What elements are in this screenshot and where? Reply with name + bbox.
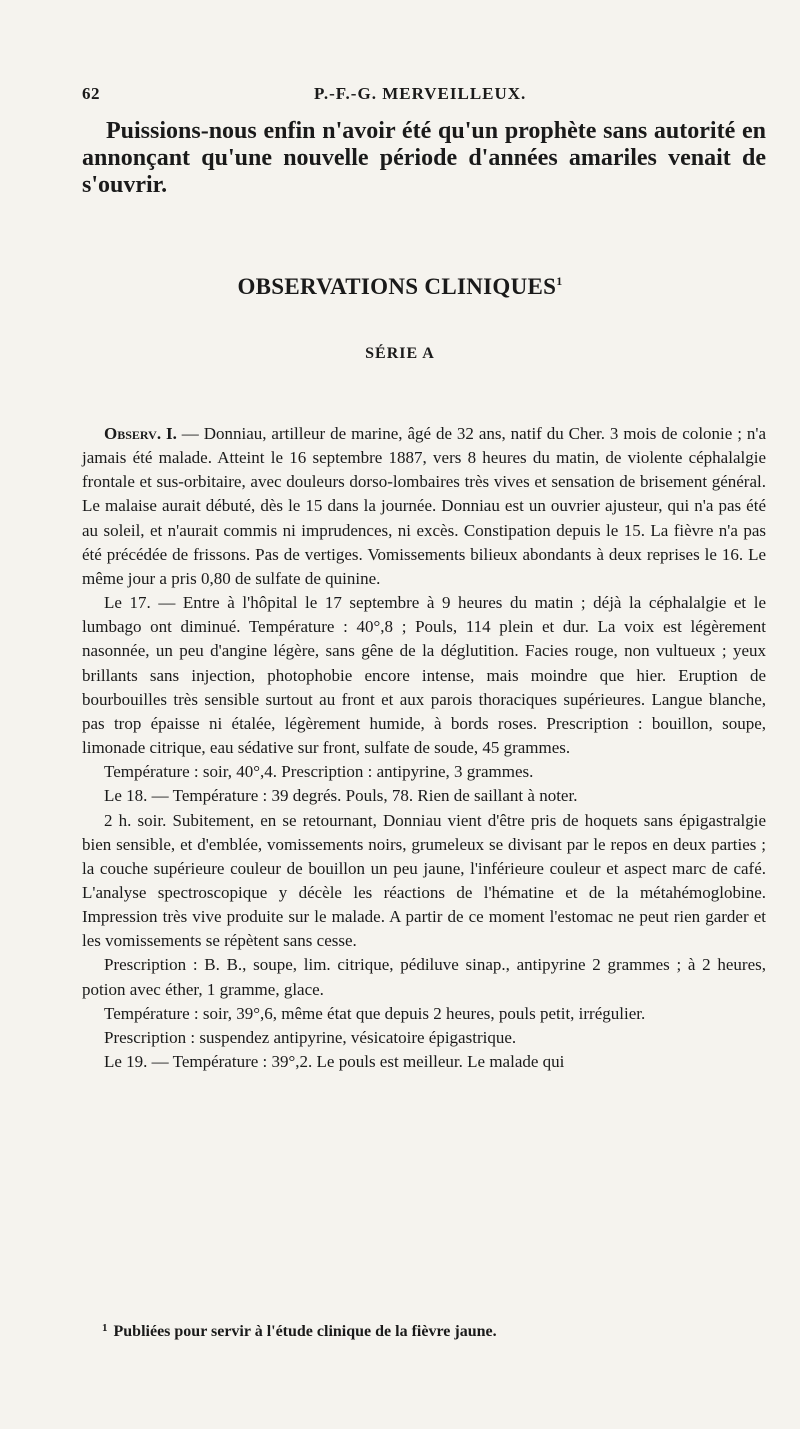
running-header [82,84,762,114]
footnote-ref-mark: 1 [556,274,563,288]
series-subtitle: SÉRIE A [365,345,435,362]
observation-paragraph: Température : soir, 40°,4. Prescription : antipyrine, 3 grammes. [104,762,534,782]
observation-paragraph: Le 19. — Température : 39°,2. Le pouls est meilleur. Le malade qui [104,1052,565,1072]
intro-paragraph [82,118,766,199]
observation-paragraph: Prescription : suspendez antipyrine, vésicatoire épigastrique. [104,1027,517,1047]
observation-paragraph [82,422,766,591]
observation-paragraph: Le 17. — Entre à l'hôpital le 17 septembre à 9 heures du matin ; déjà la céphalalgie et le lumbago ont diminué. Température : 40°,8 ; Pouls, 114 plein et dur. La voix est légèrement nasonnée, un peu d'angine légère, sans gêne de la déglutition. Facies rouge, non vultueux ; yeux brillants sans injection, photophobie encore intense, mais moindre que hier. Eruption de bourbouilles très sensible surtout au front et aux parois thoraciques supérieures. Langue blanche, pas trop épaisse ni étalée, légèrement humide, à bords roses. Prescription : bouillon, soupe, limonade citrique, eau sédative sur front, sulfate de soude, 45 grammes. [82,593,766,758]
observation-paragraph: Température : soir, 39°,6, même état que depuis 2 heures, pouls petit, irrégulier. [104,1003,646,1023]
section-title [0,274,800,300]
page-number: 62 [82,84,100,103]
observation-paragraph-text: — Donniau, artilleur de marine, âgé de 32 ans, natif du Cher. 3 mois de colonie ; n'a jamais été malade. Atteint le 16 septembre 1887, vers 8 heures du matin, de violente céphalalgie frontale et sus-orbitaire, avec douleurs dorso-lombaires très vives et sensation de brisement général. Le malaise aurait débuté, dès le 15 dans la journée. Donniau est un ouvrier ajusteur, qui n'a pas été au soleil, et n'aurait commis ni imprudences, ni excès. Constipation depuis le 15. La fièvre n'a pas été précédée de frissons. Pas de vertiges. Vomissements bilieux abondants à deux reprises le 16. Le même jour a pris 0,80 de sulfate de quinine. [82,424,766,588]
observation-paragraph: Prescription : B. B., soupe, lim. citrique, pédiluve sinap., antipyrine 2 grammes ; à 2 heures, potion avec éther, 1 gramme, glace. [82,955,766,999]
observation-paragraph: 2 h. soir. Subitement, en se retournant, Donniau vient d'être pris de hoquets sans épigastralgie bien sensible, et d'emblée, vomissements noirs, grumeleux se divisant par le repos en deux parties ; la couche supérieure couleur de bouillon un peu jaune, l'inférieure couleur et aspect marc de café. L'analyse spectroscopique y décèle les réactions de l'hématine et de la métahémoglobine. Impression très vive produite sur le malade. A partir de ce moment l'estomac ne peut rien garder et les vomissements se répètent sans cesse. [82,810,766,951]
running-head-author: P.-F.-G. MERVEILLEUX. [314,84,527,103]
footnote-text: Publiées pour servir à l'étude clinique de la fièvre jaune. [113,1323,497,1340]
section-title-text: OBSERVATIONS CLINIQUES [237,274,557,299]
footnote-paragraph [82,1317,766,1343]
observation-body [82,422,766,1074]
observation-label: Observ. I. [104,424,177,443]
intro-text: Puissions-nous enfin n'avoir été qu'un prophète sans autorité en annonçant qu'une nouvelle période d'années amariles venait de s'ouvrir. [82,118,766,198]
footnote [82,1317,766,1343]
observation-paragraph: Le 18. — Température : 39 degrés. Pouls, 78. Rien de saillant à noter. [104,786,578,806]
footnote-mark: 1 [102,1322,108,1334]
